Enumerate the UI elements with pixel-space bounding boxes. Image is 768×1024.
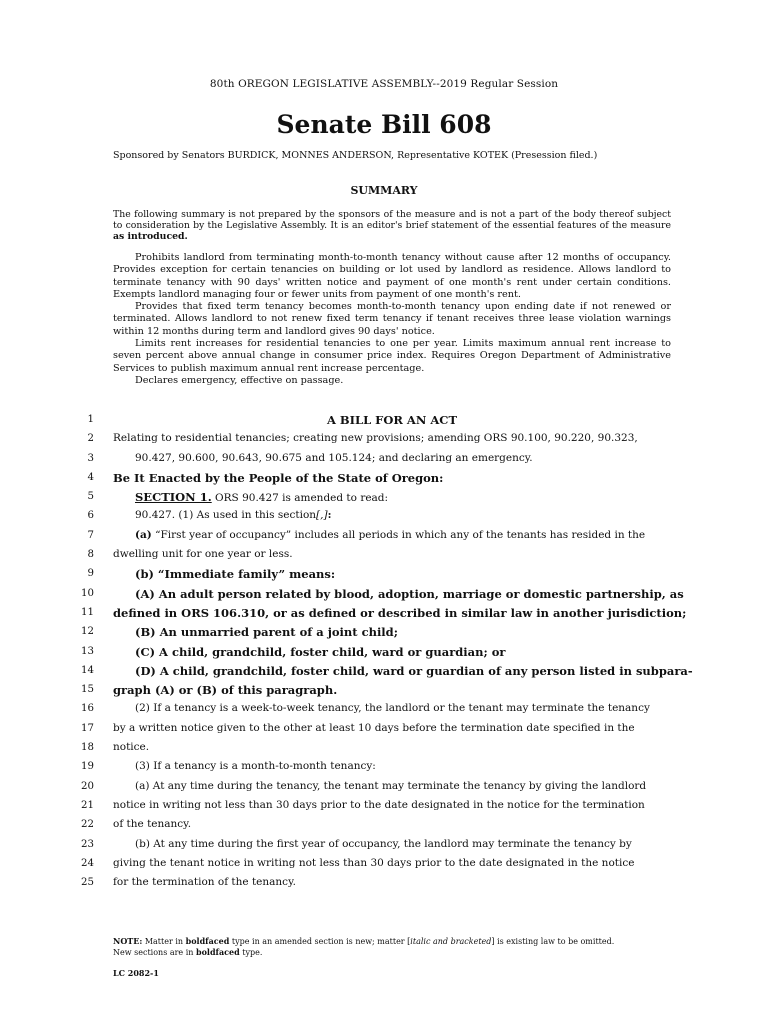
summary-paragraph: Prohibits landlord from terminating month-to-month tenancy without cause after 12 months of occupancy. Provides exception for certain tenancies on building or lot used by landlord as residence. Allows landlord to terminate tenancy with 90 days' written notice and payment of one month's rent under certain conditions. Exempts landlord managing four or fewer units from payment of one month's rent. [113, 252, 671, 300]
bill-line [0, 738, 768, 757]
summary-paragraph: Declares emergency, effective on passage. [135, 374, 344, 386]
bill-line [0, 410, 768, 429]
summary-heading: SUMMARY [350, 184, 418, 197]
line-text: (3) If a tenancy is a month-to-month tenancy: [135, 760, 376, 773]
line-number: 22 [81, 819, 94, 831]
line-text: (D) A child, grandchild, foster child, ward or guardian of any person listed in subpara- [135, 663, 693, 678]
bill-line [0, 642, 768, 661]
bill-line [0, 449, 768, 468]
bill-line [0, 487, 768, 506]
line-number: 12 [81, 626, 94, 638]
line-text: (a) At any time during the tenancy, the tenant may terminate the tenancy by giving the landlord [135, 779, 647, 792]
note-bold: boldfaced [195, 947, 240, 957]
bill-line [0, 835, 768, 854]
line-number: 14 [81, 664, 94, 676]
line-number: 25 [81, 877, 94, 889]
bill-line [0, 429, 768, 448]
new-text: (a) [135, 528, 152, 541]
bill-line [0, 680, 768, 699]
sponsors-line: Sponsored by Senators BURDICK, MONNES ANDERSON, Representative KOTEK (Presession filed.) [113, 150, 598, 161]
line-number: 11 [81, 606, 94, 618]
summary-paragraph: Limits rent increases for residential tenancies to one per year. Limits maximum annual rent increase to seven percent above annual change in consumer price index. Requires Oregon Department of Administrative Services to publish maximum annual rent increase percentage. [113, 338, 671, 374]
line-text [135, 529, 671, 541]
line-text: graph (A) or (B) of this paragraph. [113, 683, 338, 698]
line-text [135, 509, 671, 521]
bill-line [0, 603, 768, 622]
line-text: Relating to residential tenancies; creating new provisions; amending ORS 90.100, 90.220, 90.323, [113, 432, 638, 445]
section-label: SECTION 1. [135, 490, 212, 505]
line-number: 24 [81, 857, 94, 869]
note-text: ] is existing law to be omitted. [491, 937, 615, 946]
bill-line [0, 564, 768, 583]
bill-line [0, 873, 768, 892]
new-text: : [327, 509, 332, 522]
line-text: (b) At any time during the first year of occupancy, the landlord may terminate the tenancy by [135, 837, 632, 850]
bill-line [0, 699, 768, 718]
disclaimer-text: The following summary is not prepared by the sponsors of the measure and is not a part of the body thereof subject to consideration by the Legislative Assembly. It is an editor's brief statement of the essential features of the measure [113, 209, 671, 232]
line-number: 15 [81, 684, 94, 696]
bill-line [0, 622, 768, 641]
line-text: giving the tenant notice in writing not less than 30 days prior to the date designated in the notice [113, 856, 635, 869]
note-italic: italic and bracketed [410, 937, 492, 946]
line-text-part: “First year of occupancy” includes all periods in which any of the tenants has resided in the [151, 528, 646, 541]
bill-line [0, 506, 768, 525]
bill-line [0, 757, 768, 776]
line-number: 23 [81, 838, 94, 850]
note-text: Matter in [142, 937, 186, 946]
line-text: dwelling unit for one year or less. [113, 548, 293, 561]
bill-line [0, 545, 768, 564]
summary-disclaimer [113, 209, 671, 243]
line-number: 3 [87, 452, 94, 464]
line-text: (B) An unmarried parent of a joint child; [135, 625, 398, 640]
line-number: 13 [81, 645, 94, 657]
deleted-text: [,] [316, 509, 328, 522]
note-bold: boldfaced [185, 936, 230, 946]
line-number: 18 [81, 742, 94, 754]
bill-line [0, 777, 768, 796]
line-number: 9 [87, 568, 94, 580]
line-number: 5 [87, 491, 94, 503]
line-number: 10 [81, 587, 94, 599]
line-text: for the termination of the tenancy. [113, 876, 296, 889]
line-text: defined in ORS 106.310, or as defined or described in similar law in another jurisdiction; [113, 605, 687, 620]
bill-line [0, 719, 768, 738]
line-number: 8 [87, 549, 94, 561]
bill-text [0, 410, 768, 892]
line-number: 2 [87, 433, 94, 445]
bill-line [0, 854, 768, 873]
line-number: 17 [81, 722, 94, 734]
bill-line [0, 468, 768, 487]
line-number: 4 [87, 471, 94, 483]
line-text: notice. [113, 741, 150, 754]
summary-body [113, 252, 671, 387]
line-number: 20 [81, 780, 94, 792]
line-number: 7 [87, 529, 94, 541]
line-number: 19 [81, 761, 94, 773]
line-text: (C) A child, grandchild, foster child, ward or guardian; or [135, 644, 506, 659]
line-text [135, 490, 671, 504]
line-text: (b) “Immediate family” means: [135, 567, 336, 582]
bill-line [0, 661, 768, 680]
bill-line [0, 796, 768, 815]
line-number: 1 [87, 414, 94, 425]
line-text: (A) An adult person related by blood, adoption, marriage or domestic partnership, as [135, 586, 684, 601]
note-text: type in an amended section is new; matter [ [229, 937, 411, 946]
summary-paragraph: Provides that fixed term tenancy becomes month-to-month tenancy upon ending date if not renewed or terminated. Allows landlord to not renew fixed term tenancy if tenant receives three lease violation warnings within 12 months during term and landlord gives 90 days' notice. [113, 301, 671, 337]
enacting-clause: Be It Enacted by the People of the State of Oregon: [113, 470, 444, 485]
line-number: 16 [81, 703, 94, 715]
note-text: New sections are in [113, 948, 196, 957]
line-number: 6 [87, 510, 94, 522]
line-text: 90.427, 90.600, 90.643, 90.675 and 105.124; and declaring an emergency. [135, 451, 533, 464]
note-label: NOTE: [113, 936, 143, 946]
act-heading: A BILL FOR AN ACT [326, 413, 457, 427]
line-number: 21 [81, 799, 94, 811]
disclaimer-bold: as introduced. [113, 231, 188, 243]
bill-line [0, 526, 768, 545]
bill-title: Senate Bill 608 [276, 110, 492, 139]
line-text: of the tenancy. [113, 818, 192, 831]
session-header: 80th OREGON LEGISLATIVE ASSEMBLY--2019 Regular Session [209, 78, 559, 90]
line-text-part: 90.427. (1) As used in this section [135, 509, 317, 522]
note-text: type. [239, 948, 263, 957]
bill-line [0, 584, 768, 603]
lc-number: LC 2082-1 [113, 968, 159, 978]
line-text: notice in writing not less than 30 days prior to the date designated in the notice for the termination [113, 798, 645, 811]
section-text: ORS 90.427 is amended to read: [211, 492, 389, 505]
bill-line [0, 815, 768, 834]
line-text: by a written notice given to the other at least 10 days before the termination date specified in the [113, 721, 635, 734]
line-text: (2) If a tenancy is a week-to-week tenancy, the landlord or the tenant may terminate the tenancy [135, 702, 650, 715]
footer-note [113, 936, 673, 958]
